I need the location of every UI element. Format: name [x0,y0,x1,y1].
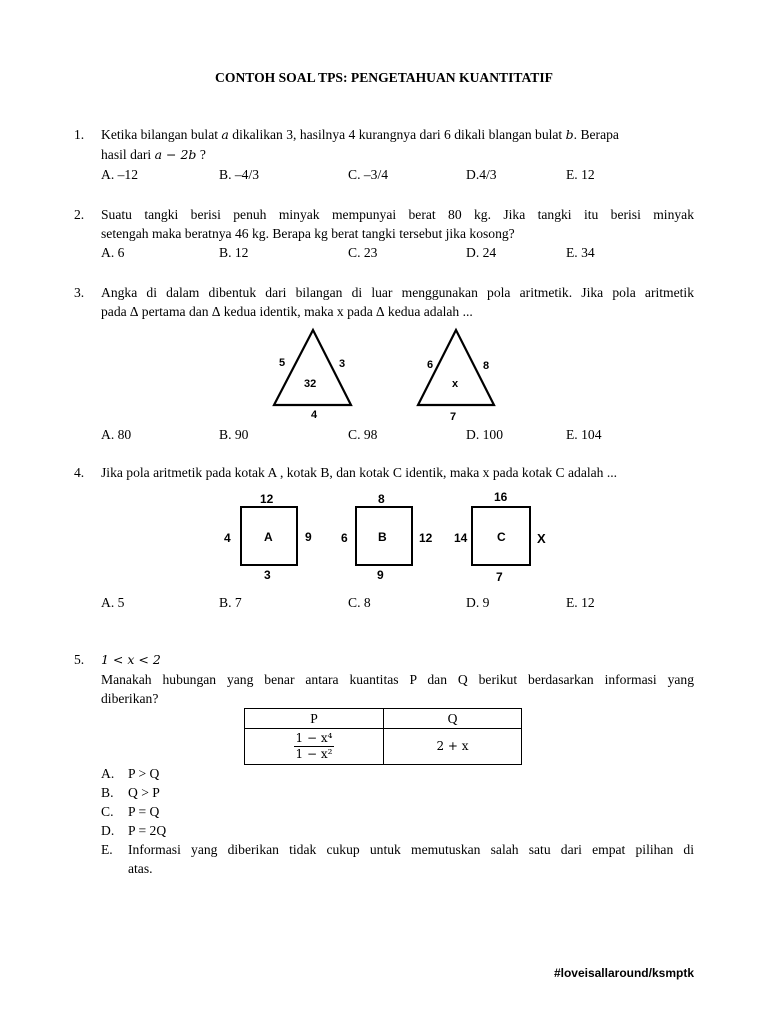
q3-option-a: A. 80 [101,427,132,442]
q5-text-line1: Manakah hubungan yang benar antara kuantitas P dan Q berikut berdasarkan informasi yang [101,672,694,687]
q1-option-b: B. –4/3 [219,167,260,182]
q3-option-c: C. 98 [348,427,378,442]
p-numerator: 1 − x⁴ [295,730,333,745]
q2-text-line1: Suatu tangki berisi penuh minyak mempunyai berat 80 kg. Jika tangki itu berisi minyak [101,207,694,222]
q5-option-c-letter: C. [101,804,114,819]
tri1-bottom-value: 4 [311,409,318,421]
q5-option-b-text: Q > P [128,785,160,800]
box-c-label: C [497,530,506,544]
q1-var-b: b [565,127,574,142]
tri2-right-value: 8 [483,360,490,372]
q2-text-line2: setengah maka beratnya 46 kg. Berapa kg berat tangki tersebut jika kosong? [101,226,515,241]
q1-option-e: E. 12 [566,167,595,182]
box-b-left-value: 6 [341,531,348,545]
q1-option-a: A. –12 [101,167,139,182]
page-title: CONTOH SOAL TPS: PENGETAHUAN KUANTITATIF [215,70,553,85]
q4-option-d: D. 9 [466,595,490,610]
q4-option-b: B. 7 [219,595,242,610]
q1-option-d: D.4/3 [466,167,497,182]
q2-option-d: D. 24 [466,245,497,260]
pq-cell-q: 2 + x [384,729,522,765]
q3-option-d: D. 100 [466,427,504,442]
q4-text-line1: Jika pola aritmetik pada kotak A , kotak B, dan kotak C identik, maka x pada kotak C adalah ... [101,465,618,480]
pq-table [244,708,522,765]
q5-option-b-letter: B. [101,785,114,800]
box-c-left-value: 14 [454,531,468,545]
q5-text-line2: diberikan? [101,691,159,706]
q5-number: 5. [74,652,85,667]
tri2-inside-value: x [452,378,459,390]
pq-header-p: P [245,709,384,729]
q5-option-a-text: P > Q [128,766,160,781]
q5-option-d-letter: D. [101,823,115,838]
q1-text-line2: hasil dari a − 2b ? [101,147,206,162]
q1-var-a: a [221,127,229,142]
box-c-bottom-value: 7 [496,570,503,584]
pq-cell-p [245,729,384,765]
box-a-right-value: 9 [305,530,312,544]
box-b-right-value: 12 [419,531,433,545]
footer-hashtag: #loveisallaround/ksmptk [553,966,694,980]
q4-option-c: C. 8 [348,595,371,610]
box-a-left-value: 4 [224,531,231,545]
box-c-top-value: 16 [494,490,508,504]
q1-expression: a − 2b [154,147,197,162]
q5-option-c-text: P = Q [128,804,160,819]
q1-option-c: C. –3/4 [348,167,389,182]
box-b-top-value: 8 [378,492,385,506]
q4-option-e: E. 12 [566,595,595,610]
box-b-label: B [378,530,387,544]
q5-option-e-text: Informasi yang diberikan tidak cukup untuk memutuskan salah satu dari empat pilihan di [128,842,694,857]
q3-option-e: E. 104 [566,427,602,442]
q4-option-a: A. 5 [101,595,125,610]
q2-option-a: A. 6 [101,245,125,260]
q5-condition: 1 < x < 2 [101,652,161,667]
q3-number: 3. [74,285,85,300]
box-a-bottom-value: 3 [264,568,271,582]
q2-option-e: E. 34 [566,245,595,260]
box-b-bottom-value: 9 [377,568,384,582]
tri1-right-value: 3 [339,358,346,370]
q5-option-a-letter: A. [101,766,115,781]
box-a-label: A [264,530,273,544]
q5-option-e-text-cont: atas. [128,861,153,876]
q1-number: 1. [74,127,85,142]
q2-option-b: B. 12 [219,245,249,260]
q3-option-b: B. 90 [219,427,249,442]
q1-text-line1: Ketika bilangan bulat a dikalikan 3, hasilnya 4 kurangnya dari 6 dikali blangan bulat b. Berapa [101,127,619,142]
q4-number: 4. [74,465,85,480]
tri1-left-value: 5 [279,357,286,369]
pq-header-q: Q [384,709,522,729]
tri1-inside-value: 32 [304,378,317,390]
q3-text-line1: Angka di dalam dibentuk dari bilangan di luar menggunakan pola aritmetik. Jika pola aritmetik [101,285,694,300]
q5-option-e-letter: E. [101,842,113,857]
box-c-right-value: X [537,531,546,546]
tri2-left-value: 6 [427,359,434,371]
q5-option-d-text: P = 2Q [128,823,167,838]
q2-number: 2. [74,207,85,222]
q3-text-line2: pada ∆ pertama dan ∆ kedua identik, maka x pada ∆ kedua adalah ... [101,304,473,319]
tri2-bottom-value: 7 [450,411,457,423]
box-a-top-value: 12 [260,492,274,506]
p-denominator: 1 − x² [295,746,333,761]
q2-option-c: C. 23 [348,245,378,260]
